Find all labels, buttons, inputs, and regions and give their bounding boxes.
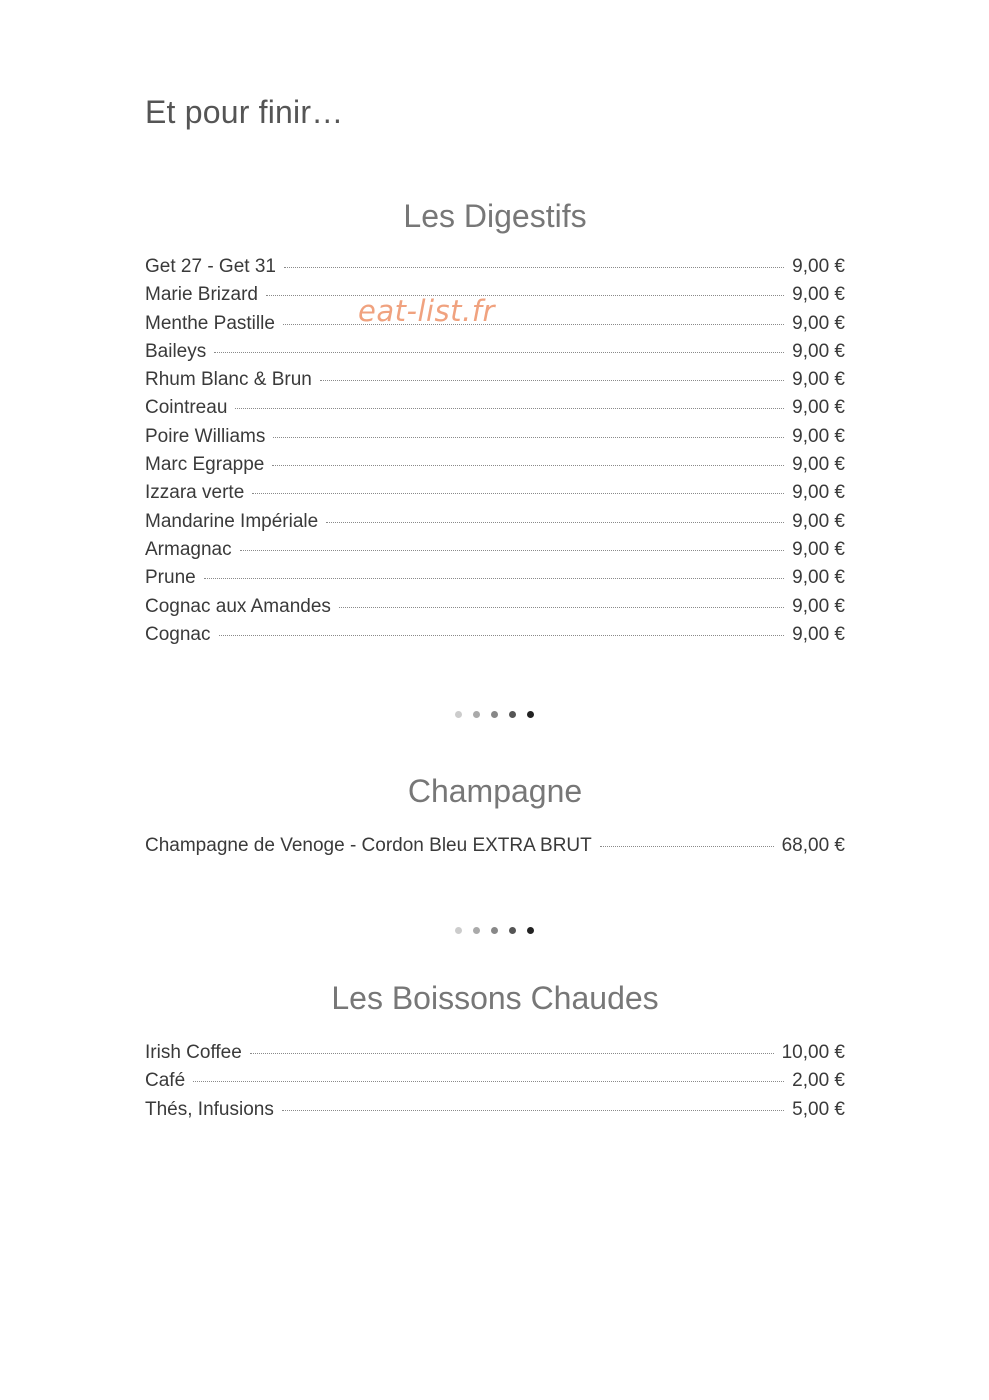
menu-item-name: Café (145, 1070, 186, 1092)
dotted-leader (272, 465, 784, 466)
dotted-leader (326, 522, 784, 523)
separator-dot (455, 927, 462, 934)
dot-separator (0, 927, 989, 934)
dotted-leader (339, 607, 784, 608)
menu-item-name: Marc Egrappe (145, 454, 265, 476)
menu-item (145, 369, 845, 397)
dotted-leader (193, 1081, 784, 1082)
menu-item (145, 835, 845, 863)
menu-item-price: 9,00 € (792, 454, 845, 476)
menu-item-price: 10,00 € (781, 1042, 845, 1063)
page-title: Et pour finir… (145, 94, 344, 130)
menu-item-price: 9,00 € (792, 256, 845, 277)
menu-item-price: 68,00 € (781, 835, 845, 856)
menu-item-name: Champagne de Venoge - Cordon Bleu EXTRA BRUT (145, 835, 592, 856)
separator-dot (455, 711, 462, 718)
separator-dot (473, 711, 480, 718)
menu-item (145, 284, 845, 312)
menu-list-boissons-chaudes (145, 1042, 845, 1127)
separator-dot (527, 711, 534, 718)
menu-item-price: 9,00 € (792, 538, 845, 560)
dotted-leader (600, 846, 774, 847)
menu-item-name: Cointreau (145, 397, 228, 419)
menu-item-name: Irish Coffee (145, 1042, 242, 1063)
menu-item-name: Mandarine Impériale (145, 510, 319, 532)
dotted-leader (214, 352, 784, 353)
menu-item-name: Poire Williams (145, 425, 266, 447)
menu-item (145, 313, 845, 341)
menu-item (145, 426, 845, 454)
section-digestifs (145, 196, 845, 652)
menu-item (145, 624, 845, 652)
menu-item (145, 256, 845, 284)
menu-item-price: 9,00 € (792, 284, 845, 306)
menu-item (145, 1099, 845, 1127)
separator-dot (491, 711, 498, 718)
dotted-leader (252, 493, 784, 494)
separator-dot (509, 711, 516, 718)
section-boissons-chaudes (145, 978, 845, 1127)
menu-item-price: 9,00 € (792, 623, 845, 645)
dotted-leader (284, 267, 784, 268)
separator-dot (509, 927, 516, 934)
menu-item (145, 567, 845, 595)
menu-item-price: 5,00 € (792, 1098, 845, 1120)
dotted-leader (273, 437, 784, 438)
section-title-boissons-chaudes: Les Boissons Chaudes (331, 980, 659, 1016)
menu-item-name: Cognac aux Amandes (145, 595, 331, 617)
menu-list-champagne (145, 835, 845, 863)
dot-separator (0, 711, 989, 718)
dotted-leader (204, 578, 784, 579)
dotted-leader (283, 324, 784, 325)
menu-item-price: 9,00 € (792, 425, 845, 447)
menu-item-name: Rhum Blanc & Brun (145, 369, 312, 391)
menu-item-price: 9,00 € (792, 340, 845, 362)
menu-item-price: 9,00 € (792, 595, 845, 617)
menu-item-name: Izzara verte (145, 482, 245, 504)
menu-item-name: Thés, Infusions (145, 1098, 274, 1120)
menu-item (145, 341, 845, 369)
dotted-leader (282, 1110, 784, 1111)
menu-item-price: 9,00 € (792, 482, 845, 504)
menu-item (145, 511, 845, 539)
menu-item-name: Baileys (145, 340, 207, 362)
menu-item (145, 1042, 845, 1070)
menu-item (145, 454, 845, 482)
menu-item-name: Cognac (145, 623, 211, 645)
separator-dot (527, 927, 534, 934)
menu-item (145, 397, 845, 425)
menu-item-name: Menthe Pastille (145, 312, 275, 334)
dotted-leader (235, 408, 784, 409)
menu-item (145, 596, 845, 624)
section-title-champagne: Champagne (407, 773, 583, 809)
menu-item (145, 482, 845, 510)
separator-dot (491, 927, 498, 934)
watermark: eat-list.fr (358, 294, 495, 328)
dotted-leader (219, 635, 785, 636)
dotted-leader (266, 295, 784, 296)
menu-item-price: 9,00 € (792, 397, 845, 419)
dotted-leader (240, 550, 785, 551)
menu-item-price: 9,00 € (792, 510, 845, 532)
menu-item-price: 9,00 € (792, 369, 845, 391)
section-champagne (145, 771, 845, 863)
menu-item-price: 2,00 € (792, 1070, 845, 1092)
menu-item-name: Get 27 - Get 31 (145, 256, 276, 277)
menu-item (145, 1070, 845, 1098)
menu-list-digestifs (145, 256, 845, 652)
dotted-leader (320, 380, 784, 381)
menu-item-name: Marie Brizard (145, 284, 258, 306)
dotted-leader (250, 1053, 774, 1054)
menu-item-name: Prune (145, 567, 196, 589)
section-title-digestifs: Les Digestifs (403, 198, 587, 234)
menu-item-price: 9,00 € (792, 312, 845, 334)
separator-dot (473, 927, 480, 934)
menu-item (145, 539, 845, 567)
menu-item-name: Armagnac (145, 538, 232, 560)
menu-item-price: 9,00 € (792, 567, 845, 589)
